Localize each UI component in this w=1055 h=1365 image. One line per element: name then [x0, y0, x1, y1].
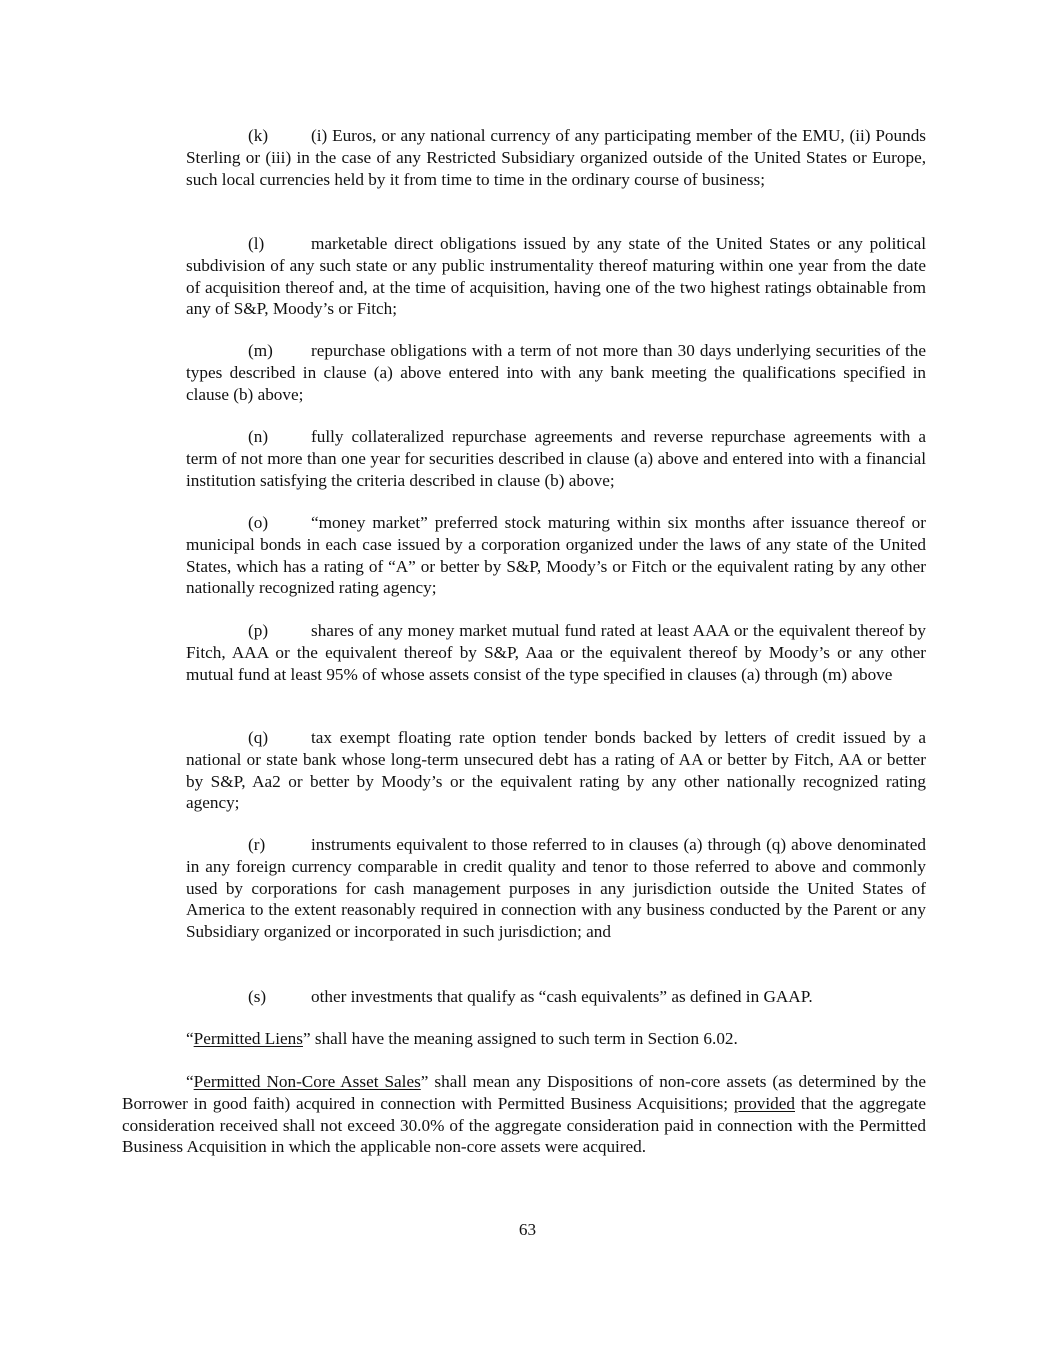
close-quote: ”	[420, 1072, 429, 1091]
clause-p	[186, 620, 926, 685]
page-number: 63	[518, 1220, 537, 1239]
close-quote: ”	[302, 1029, 311, 1048]
clause-k	[186, 125, 926, 190]
clause-m	[186, 340, 926, 405]
definition-permitted-liens	[122, 1028, 926, 1050]
clause-label: (s)	[248, 987, 267, 1006]
clause-text: repurchase obligations with a term of not more than 30 days underlying securities of the types described in clause (a) above entered into with any bank meeting the qualifications specified in clause (b) above;	[186, 341, 926, 404]
open-quote: “	[186, 1072, 194, 1091]
clause-text: fully collateralized repurchase agreements and reverse repurchase agreements with a term of not more than one year for securities described in clause (a) above and entered into with a financial institution satisfying the criteria described in clause (b) above;	[186, 427, 926, 490]
definition-text: that the aggregate consideration received shall not exceed 30.0% of the aggregate consideration paid in connection with the Permitted Business Acquisition in which the applicable non-core assets were acquired.	[122, 1093, 926, 1157]
clause-label: (r)	[248, 835, 266, 854]
clause-label: (n)	[248, 427, 269, 446]
clause-text: marketable direct obligations issued by any state of the United States or any political subdivision of any such state or any public instrumentality thereof maturing within one year from the date of acquisition thereof and, at the time of acquisition, having one of the two highest ratings obtainable from any of S&P, Moody’s or Fitch;	[186, 234, 926, 319]
definition-permitted-non-core-asset-sales	[122, 1071, 926, 1158]
clause-label: (o)	[248, 513, 269, 532]
clause-text: (i) Euros, or any national currency of any participating member of the EMU, (ii) Pounds Sterling or (iii) in the case of any Restricted Subsidiary organized outside of the United States or Europe, such local currencies held by it from time to time in the ordinary course of business;	[186, 126, 926, 189]
clause-text: instruments equivalent to those referred to in clauses (a) through (q) above denominated in any foreign currency comparable in credit quality and tenor to those referred to above and commonly used by corporations for cash management purposes in any jurisdiction outside the United States of America to the extent reasonably required in connection with any business conducted by the Parent or any Subsidiary organized or incorporated in such jurisdiction; and	[186, 835, 926, 942]
clause-l	[186, 233, 926, 320]
clause-o	[186, 512, 926, 599]
proviso-term: provided	[733, 1093, 795, 1113]
clause-label: (k)	[248, 126, 269, 145]
clause-label: (q)	[248, 728, 269, 747]
clause-label: (p)	[248, 621, 269, 640]
open-quote: “	[186, 1029, 194, 1048]
clause-q	[186, 727, 926, 814]
defined-term: Permitted Non-Core Asset Sales	[193, 1072, 421, 1091]
clause-r	[186, 834, 926, 943]
definition-text: shall mean any Dispositions of non-core assets (as determined by the Borrower in good faith) acquired in connection with Permitted Business Acquisitions;	[122, 1072, 927, 1113]
definition-text: shall have the meaning assigned to such term in Section 6.02.	[310, 1029, 738, 1048]
clause-text: other investments that qualify as “cash equivalents” as defined in GAAP.	[311, 987, 813, 1006]
clause-label: (l)	[248, 234, 265, 253]
clause-text: tax exempt floating rate option tender bonds backed by letters of credit issued by a national or state bank whose long-term unsecured debt has a rating of AA or better by Fitch, AA or better by S&P, Aa2 or better by Moody’s or the equivalent rating by any other nationally recognized rating agency;	[186, 728, 926, 813]
clause-text: “money market” preferred stock maturing within six months after issuance thereof or municipal bonds in each case issued by a corporation organized under the laws of any state of the United States, which has a rating of “A” or better by S&P, Moody’s or Fitch or the equivalent rating by any other nationally recognized rating agency;	[186, 513, 926, 598]
clause-text: shares of any money market mutual fund rated at least AAA or the equivalent thereof by Fitch, AAA or the equivalent thereof by S&P, Aaa or the equivalent thereof by Moody’s or any other mutual fund at least 95% of whose assets consist of the type specified in clauses (a) through (m) above	[186, 621, 926, 684]
clause-s	[186, 986, 926, 1008]
clause-n	[186, 426, 926, 491]
defined-term: Permitted Liens	[193, 1029, 303, 1048]
clause-label: (m)	[248, 341, 273, 360]
